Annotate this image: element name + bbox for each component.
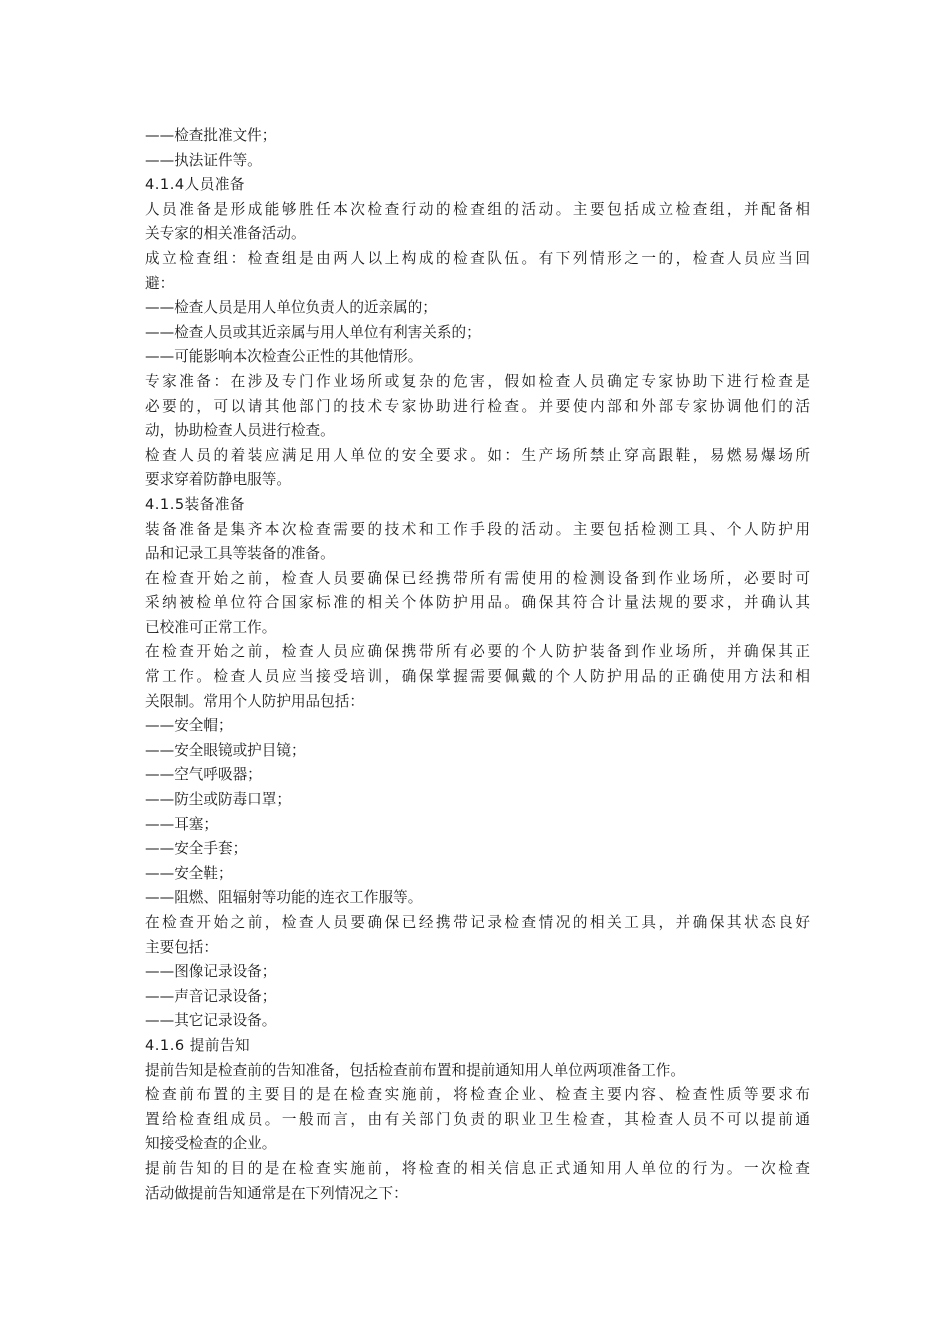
text-line: 检查人员的着装应满足用人单位的安全要求。如：生产场所禁止穿高跟鞋，易燃易爆场所: [145, 446, 810, 464]
text-line: 常工作。检查人员应当接受培训，确保掌握需要佩戴的个人防护用品的正确使用方法和相: [145, 668, 810, 686]
text-line: ——检查人员或其近亲属与用人单位有利害关系的；: [145, 323, 481, 341]
text-line: 采纳被检单位符合国家标准的相关个体防护用品。确保其符合计量法规的要求，并确认其: [145, 594, 810, 612]
text-line: 已校准可正常工作。: [145, 618, 277, 636]
text-line: 装备准备是集齐本次检查需要的技术和工作手段的活动。主要包括检测工具、个人防护用: [145, 520, 810, 538]
text-line: 在检查开始之前，检查人员要确保已经携带所有需使用的检测设备到作业场所，必要时可: [145, 569, 810, 587]
text-line: ——安全帽；: [145, 717, 233, 735]
text-line: 在检查开始之前，检查人员应确保携带所有必要的个人防护装备到作业场所，并确保其正: [145, 643, 810, 661]
text-line: ——空气呼吸器；: [145, 766, 262, 784]
text-line: 动，协助检查人员进行检查。: [145, 422, 335, 440]
text-line: ——执法证件等。: [145, 151, 262, 169]
text-line: ——检查批准文件；: [145, 127, 277, 144]
text-line: 提前告知的目的是在检查实施前，将检查的相关信息正式通知用人单位的行为。一次检查: [145, 1159, 810, 1177]
text-line: 人员准备是形成能够胜任本次检查行动的检查组的活动。主要包括成立检查组，并配备相: [145, 200, 810, 218]
section-heading: 4.1.4人员准备: [145, 176, 246, 194]
text-line: 检查前布置的主要目的是在检查实施前，将检查企业、检查主要内容、检查性质等要求布: [145, 1086, 810, 1104]
text-line: ——安全手套；: [145, 840, 248, 858]
text-line: ——图像记录设备；: [145, 963, 277, 981]
text-line: 成立检查组：检查组是由两人以上构成的检查队伍。有下列情形之一的，检查人员应当回: [145, 249, 810, 267]
text-line: ——阻燃、阻辐射等功能的连衣工作服等。: [145, 889, 423, 907]
text-line: ——其它记录设备。: [145, 1012, 277, 1030]
text-line: 在检查开始之前，检查人员要确保已经携带记录检查情况的相关工具，并确保其状态良好: [145, 914, 810, 931]
section-heading: 4.1.6 提前告知: [145, 1036, 251, 1054]
text-line: 知接受检查的企业。: [145, 1135, 277, 1153]
text-line: ——安全眼镜或护目镜；: [145, 741, 306, 759]
text-line: 必要的，可以请其他部门的技术专家协助进行检查。并要使内部和外部专家协调他们的活: [145, 397, 810, 415]
text-line: ——安全鞋；: [145, 864, 233, 882]
text-line: 品和记录工具等装备的准备。: [145, 545, 335, 563]
text-line: ——声音记录设备；: [145, 987, 277, 1005]
text-line: 关专家的相关准备活动。: [145, 225, 306, 243]
text-line: 要求穿着防静电服等。: [145, 471, 291, 489]
section-heading: 4.1.5装备准备: [145, 495, 246, 513]
text-line: 置给检查组成员。一般而言，由有关部门负责的职业卫生检查，其检查人员不可以提前通: [145, 1110, 810, 1128]
text-line: ——检查人员是用人单位负责人的近亲属的；: [145, 299, 437, 317]
text-line: ——防尘或防毒口罩；: [145, 791, 291, 809]
text-line: 关限制。常用个人防护用品包括：: [145, 692, 364, 710]
text-line: ——可能影响本次检查公正性的其他情形。: [145, 348, 423, 366]
text-line: 避：: [145, 274, 175, 292]
text-line: ——耳塞；: [145, 815, 218, 833]
text-line: 专家准备：在涉及专门作业场所或复杂的危害，假如检查人员确定专家协助下进行检查是: [145, 372, 810, 390]
document-page: [145, 124, 810, 1206]
text-line: 主要包括：: [145, 938, 218, 956]
text-line: 提前告知是检查前的告知准备，包括检查前布置和提前通知用人单位两项准备工作。: [145, 1061, 685, 1079]
text-line: 活动做提前告知通常是在下列情况之下：: [145, 1184, 408, 1202]
